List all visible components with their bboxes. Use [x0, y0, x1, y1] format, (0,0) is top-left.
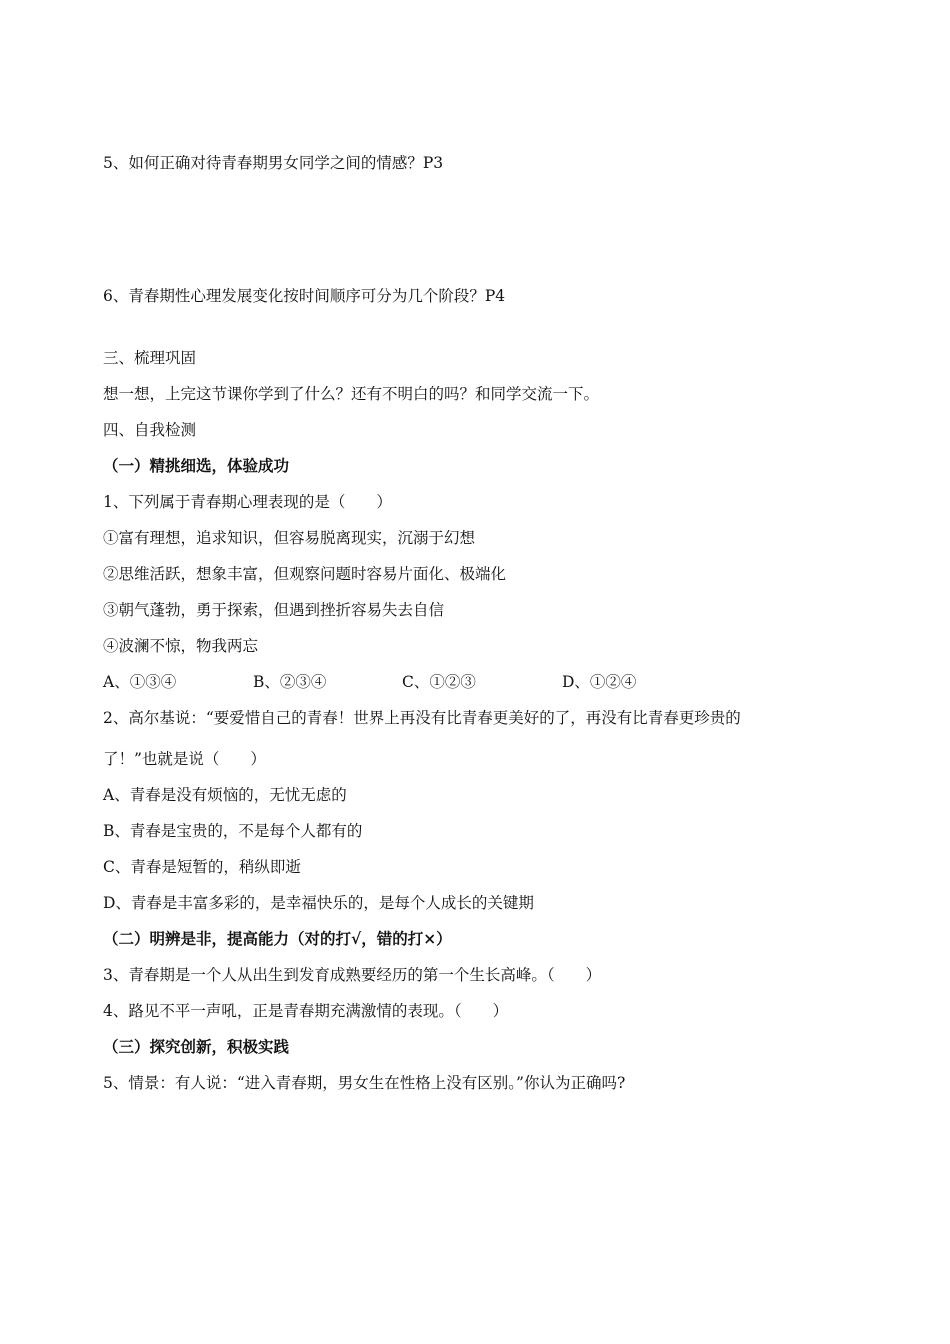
- test-question-3: 3、青春期是一个人从出生到发育成熟要经历的第一个生长高峰。（ ）: [103, 966, 602, 984]
- section-4-heading: 四、自我检测: [103, 421, 197, 439]
- part-3-heading: （三）探究创新，积极实践: [103, 1037, 290, 1056]
- test-question-1-item-1: ①富有理想，追求知识，但容易脱离现实，沉溺于幻想: [103, 529, 476, 547]
- test-question-2-option-a: A、青春是没有烦恼的，无忧无虑的: [103, 786, 347, 804]
- option-c: C、①②③: [402, 673, 476, 691]
- question-6-prestudy: 6、青春期性心理发展变化按时间顺序可分为几个阶段？P4: [103, 287, 506, 305]
- option-a: A、①③④: [103, 673, 177, 691]
- test-question-5: 5、情景：有人说：“进入青春期，男女生在性格上没有区别。”你认为正确吗?: [103, 1074, 626, 1092]
- part-2-heading: （二）明辨是非，提高能力（对的打√，错的打×）: [103, 929, 452, 948]
- test-question-4: 4、路见不平一声吼，正是青春期充满激情的表现。（ ）: [103, 1002, 509, 1020]
- test-question-2-option-c: C、青春是短暂的，稍纵即逝: [103, 858, 301, 876]
- section-3-heading: 三、梳理巩固: [103, 349, 197, 367]
- test-question-1-item-4: ④波澜不惊，物我两忘: [103, 637, 259, 655]
- test-question-1: 1、下列属于青春期心理表现的是（ ）: [103, 493, 392, 511]
- option-b: B、②③④: [253, 673, 327, 691]
- test-question-2-line-1: 2、高尔基说：“要爱惜自己的青春！世界上再没有比青春更美好的了，再没有比青春更珍贵的: [103, 709, 741, 727]
- part-1-heading: （一）精挑细选，体验成功: [103, 456, 290, 475]
- section-3-text: 想一想，上完这节课你学到了什么？还有不明白的吗？和同学交流一下。: [103, 385, 600, 403]
- test-question-2-option-b: B、青春是宝贵的，不是每个人都有的: [103, 822, 363, 840]
- option-d: D、①②④: [562, 673, 637, 691]
- test-question-2-line-2: 了！”也就是说（ ）: [103, 750, 266, 768]
- test-question-1-options: [103, 672, 703, 692]
- test-question-1-item-2: ②思维活跃，想象丰富，但观察问题时容易片面化、极端化: [103, 565, 507, 583]
- question-5-prestudy: 5、如何正确对待青春期男女同学之间的情感？P3: [103, 154, 444, 172]
- test-question-1-item-3: ③朝气蓬勃，勇于探索，但遇到挫折容易失去自信: [103, 601, 445, 619]
- test-question-2-option-d: D、青春是丰富多彩的，是幸福快乐的，是每个人成长的关键期: [103, 894, 534, 912]
